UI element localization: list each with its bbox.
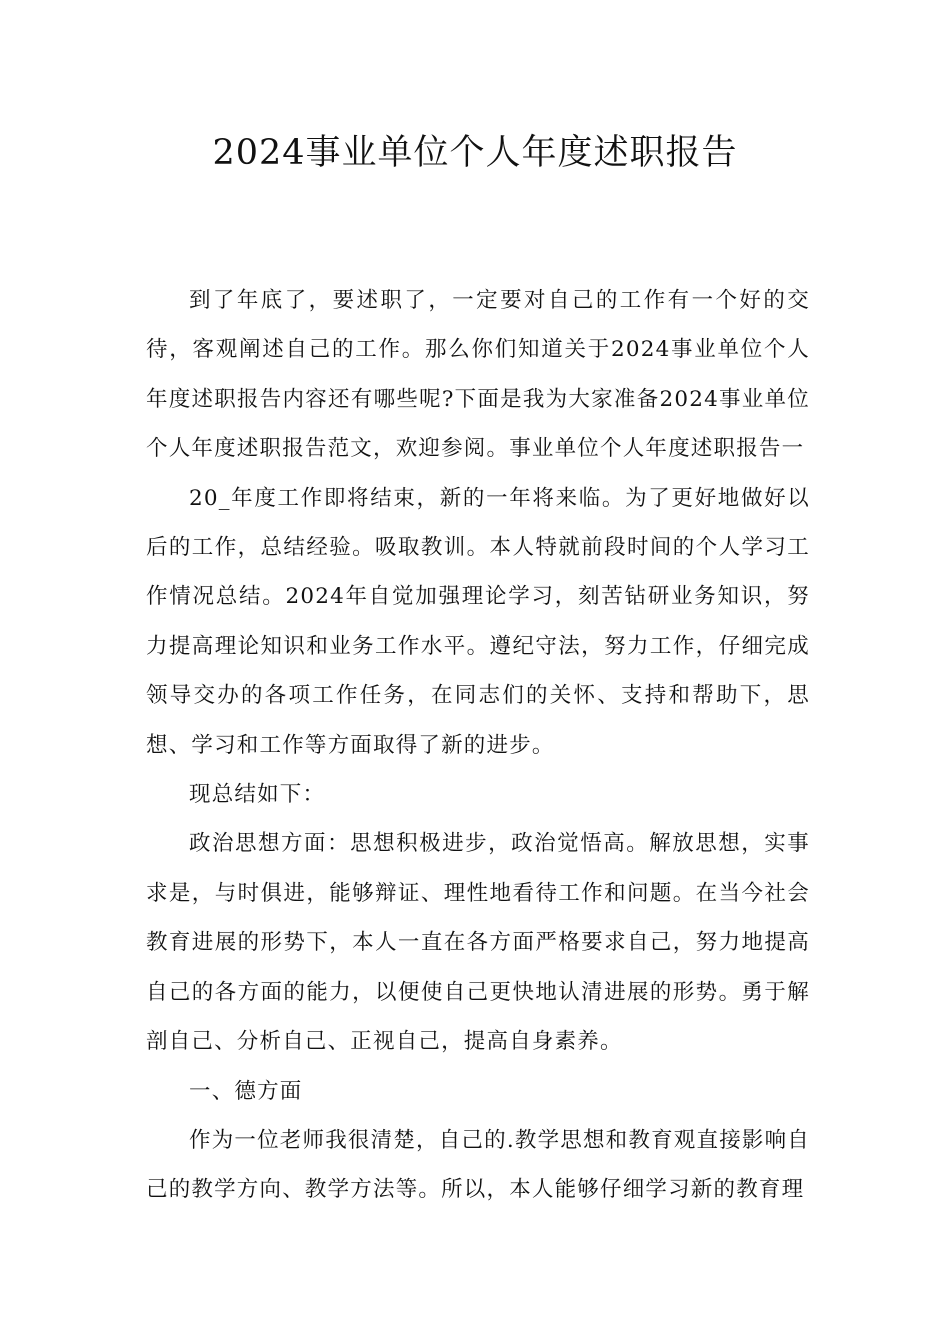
- paragraph-summary-lead: 现总结如下：: [189, 782, 326, 808]
- document-body: [146, 276, 810, 1215]
- paragraph-intro: 到了年底了，要述职了，一定要对自己的工作有一个好的交待，客观阐述自己的工作。那么你们知道关于2024事业单位个人年度述职报告内容还有哪些呢?下面是我为大家准备2024事业单位个人年度述职报告范文，欢迎参阅。事业单位个人年度述职报告一: [146, 288, 810, 462]
- document-title: 2024事业单位个人年度述职报告: [212, 133, 738, 173]
- paragraph-political-thought: 政治思想方面：思想积极进步，政治觉悟高。解放思想，实事求是，与时俱进，能够辩证、理性地看待工作和问题。在当今社会教育进展的形势下，本人一直在各方面严格要求自己，努力地提高自己的各方面的能力，以便使自己更快地认清进展的形势。勇于解剖自己、分析自己、正视自己，提高自身素养。: [146, 831, 810, 1055]
- paragraph-annual-summary: 20_年度工作即将结束，新的一年将来临。为了更好地做好以后的工作，总结经验。吸取教训。本人特就前段时间的个人学习工作情况总结。2024年自觉加强理论学习，刻苦钻研业务知识，努力提高理论知识和业务工作水平。遵纪守法，努力工作，仔细完成领导交办的各项工作任务，在同志们的关怀、支持和帮助下，思想、学习和工作等方面取得了新的进步。: [146, 485, 810, 758]
- paragraph-teacher-reflection: 作为一位老师我很清楚，自己的.教学思想和教育观直接影响自己的教学方向、教学方法等。所以，本人能够仔细学习新的教育理: [146, 1127, 810, 1203]
- section-heading-morality: 一、德方面: [189, 1078, 303, 1104]
